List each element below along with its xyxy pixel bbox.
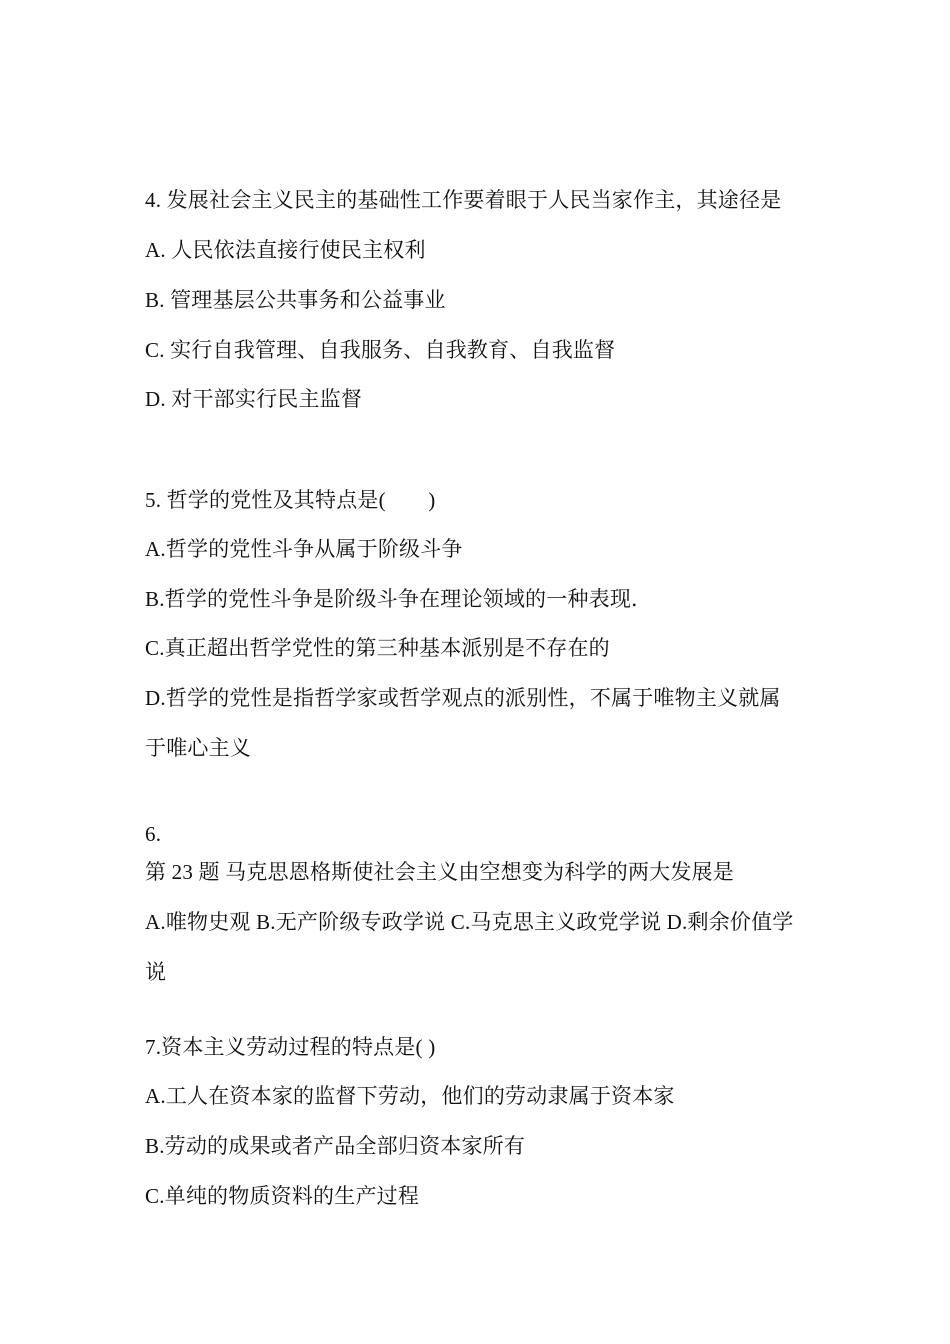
question-4-option-a: A. 人民依法直接行使民主权利 <box>145 238 426 262</box>
question-5-option-a: A.哲学的党性斗争从属于阶级斗争 <box>145 537 463 561</box>
question-4-stem: 4. 发展社会主义民主的基础性工作要着眼于人民当家作主，其途径是 <box>145 188 782 212</box>
question-6-options: A.唯物史观 B.无产阶级专政学说 C.马克思主义政党学说 D.剩余价值学 <box>145 910 794 934</box>
question-7-option-b: B.劳动的成果或者产品全部归资本家所有 <box>145 1134 526 1158</box>
question-4-option-c: C. 实行自我管理、自我服务、自我教育、自我监督 <box>145 338 616 362</box>
question-7-stem: 7.资本主义劳动过程的特点是( ) <box>145 1035 436 1059</box>
question-6-stem: 第 23 题 马克思恩格斯使社会主义由空想变为科学的两大发展是 <box>145 860 734 884</box>
question-6-number: 6. <box>145 822 162 846</box>
question-5-stem: 5. 哲学的党性及其特点是( ) <box>145 488 436 512</box>
question-5-option-d: D.哲学的党性是指哲学家或哲学观点的派别性，不属于唯物主义就属 <box>145 686 781 710</box>
question-4-option-b: B. 管理基层公共事务和公益事业 <box>145 288 446 312</box>
question-7-option-c: C.单纯的物质资料的生产过程 <box>145 1184 420 1208</box>
question-5-option-c: C.真正超出哲学党性的第三种基本派别是不存在的 <box>145 636 610 660</box>
question-7-option-a: A.工人在资本家的监督下劳动，他们的劳动隶属于资本家 <box>145 1084 675 1108</box>
question-5-option-b: B.哲学的党性斗争是阶级斗争在理论领域的一种表现． <box>145 587 653 611</box>
question-5-option-d-continued: 于唯心主义 <box>145 736 251 760</box>
question-6-options-continued: 说 <box>145 960 167 984</box>
question-4-option-d: D. 对干部实行民主监督 <box>145 387 363 411</box>
